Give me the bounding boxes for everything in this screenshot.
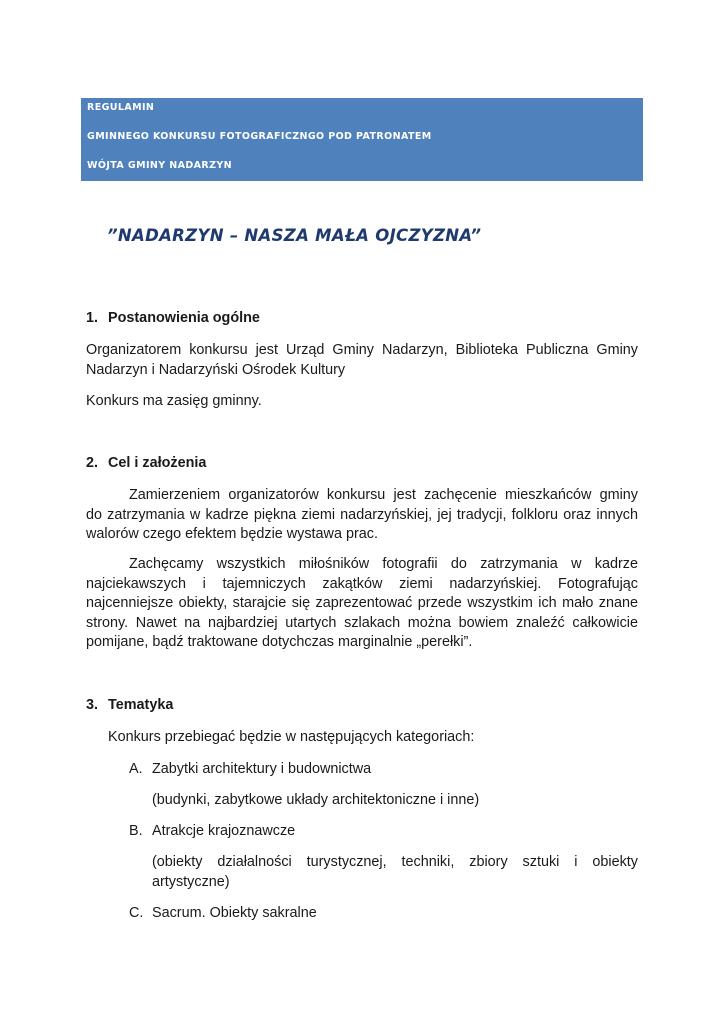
paragraph-line: Organizatorem konkursu jest Urząd Gminy Nadarzyn, Biblioteka Publiczna Gminy	[86, 342, 638, 358]
section-2-paragraph-1	[86, 486, 638, 545]
section-1-number: 1.	[86, 310, 99, 326]
section-1-heading: Postanowienia ogólne	[108, 310, 260, 326]
paragraph-line: Zamierzeniem organizatorów konkursu jest zachęcenie mieszkańców gminy	[129, 487, 638, 503]
section-3-heading: Tematyka	[108, 697, 174, 713]
paragraph-line: najcenniejsze obiekty, starajcie się zaprezentować przede wszystkim ich mało znane	[86, 595, 638, 611]
category-a-title: Zabytki architektury i budownictwa	[152, 761, 372, 777]
section-1-paragraph-2: Konkurs ma zasięg gminny.	[86, 393, 262, 409]
banner-line-competition: GMINNEGO KONKURSU FOTOGRAFICZNGO POD PATRONATEM	[87, 131, 432, 142]
section-1-paragraph-1	[86, 341, 638, 380]
paragraph-line: walorów czego efektem będzie wystawa prac.	[86, 526, 378, 542]
section-3-number: 3.	[86, 697, 99, 713]
category-b-letter: B.	[129, 823, 143, 839]
paragraph-line: strony. Nawet na najbardziej utartych szlakach można bowiem znaleźć całkowicie	[86, 614, 638, 631]
description-line: artystyczne)	[152, 873, 230, 890]
category-b-title: Atrakcje krajoznawcze	[152, 823, 296, 839]
section-2-paragraph-2	[86, 555, 638, 653]
category-b-description	[152, 853, 638, 892]
banner-line-patron: WÓJTA GMINY NADARZYN	[87, 160, 232, 171]
banner-line-regulamin: REGULAMIN	[87, 102, 155, 113]
section-3-intro: Konkurs przebiegać będzie w następujących kategoriach:	[108, 729, 475, 745]
document-title: ”NADARZYN – NASZA MAŁA OJCZYZNA”	[107, 226, 482, 245]
section-2-number: 2.	[86, 455, 99, 471]
paragraph-line: pomijane, bądź traktowane dotychczas marginalnie „perełki”.	[86, 634, 473, 650]
paragraph-line: Zachęcamy wszystkich miłośników fotografii do zatrzymania w kadrze	[129, 556, 638, 572]
category-c-title: Sacrum. Obiekty sakralne	[152, 905, 317, 921]
description-line: (obiekty działalności turystycznej, techniki, zbiory sztuki i obiekty	[152, 854, 638, 870]
paragraph-line: do zatrzymania w kadrze piękna ziemi nadarzyńskiej, jej tradycji, folkloru oraz innych	[86, 506, 638, 523]
paragraph-line: Nadarzyn i Nadarzyński Ośrodek Kultury	[86, 361, 346, 378]
category-c-letter: C.	[129, 905, 144, 921]
header-banner	[81, 98, 643, 181]
category-a-letter: A.	[129, 761, 143, 777]
paragraph-line: najciekawszych i tajemniczych zakątków ziemi nadarzyńskiej. Fotografując	[86, 575, 638, 592]
section-2-heading: Cel i założenia	[108, 455, 207, 471]
category-a-description: (budynki, zabytkowe układy architektoniczne i inne)	[152, 792, 480, 808]
